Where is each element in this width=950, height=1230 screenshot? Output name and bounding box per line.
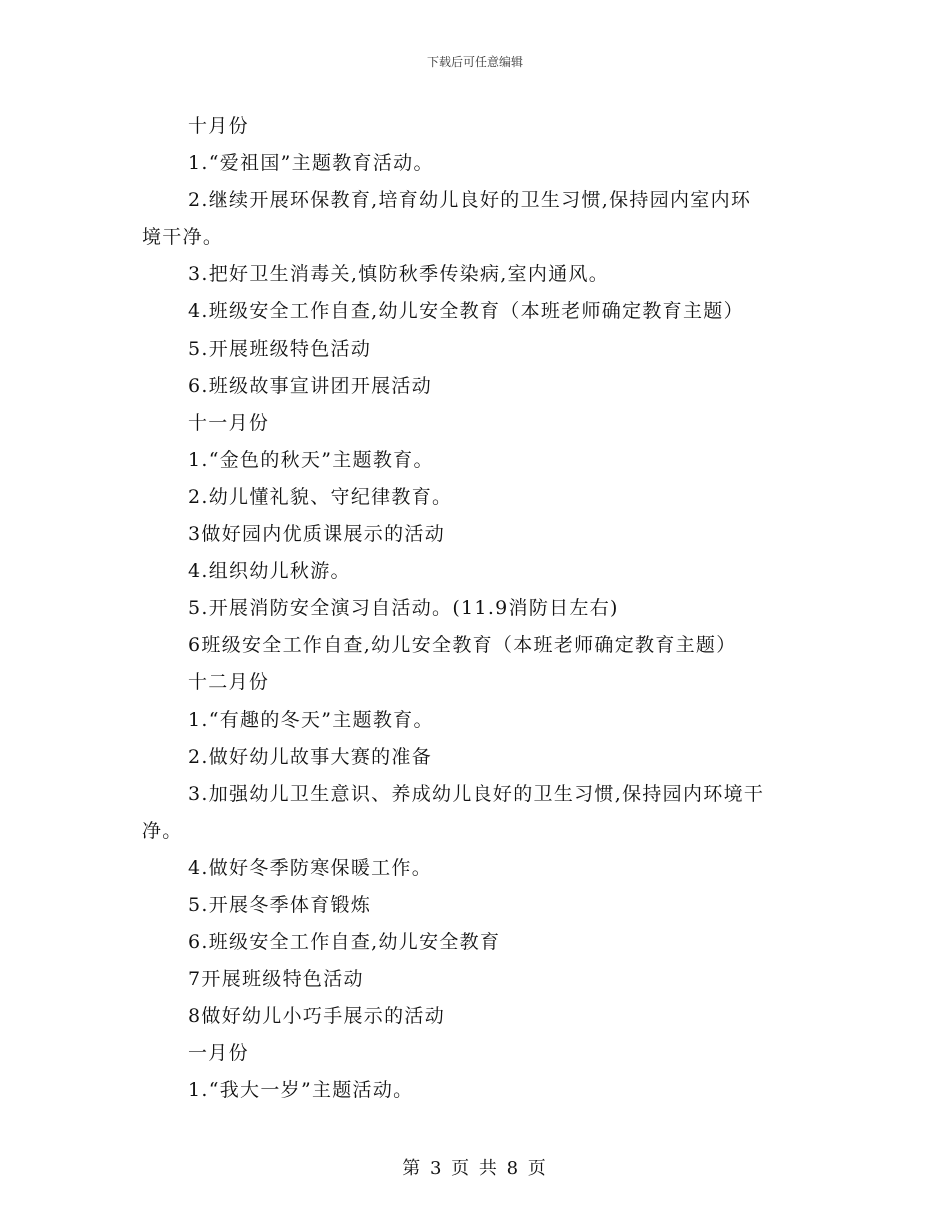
text-line: 5.开展消防安全演习自活动。(11.9消防日左右) — [188, 597, 619, 620]
text-line: 1.“我大一岁”主题活动。 — [188, 1079, 414, 1102]
text-line: 8做好幼儿小巧手展示的活动 — [188, 1005, 445, 1028]
text-line: 6.班级故事宣讲团开展活动 — [188, 374, 433, 397]
document-body — [142, 108, 812, 1110]
page-footer: 第 3 页 共 8 页 — [402, 1158, 548, 1179]
text-line: 十月份 — [188, 115, 249, 137]
text-line: 1.“爱祖国”主题教育活动。 — [188, 152, 434, 175]
text-line: 1.“金色的秋天”主题教育。 — [188, 448, 434, 471]
text-line: 净。 — [142, 819, 183, 842]
text-line: 4.组织幼儿秋游。 — [188, 560, 351, 583]
text-line: 6班级安全工作自查,幼儿安全教育（本班老师确定教育主题） — [188, 634, 737, 657]
text-line: 境干净。 — [142, 226, 224, 249]
text-line: 十二月份 — [188, 671, 270, 694]
text-line: 3.把好卫生消毒关,慎防秋季传染病,室内通风。 — [188, 263, 610, 286]
text-line: 4.班级安全工作自查,幼儿安全教育（本班老师确定教育主题） — [188, 300, 744, 323]
text-line: 4.做好冬季防寒保暖工作。 — [188, 856, 433, 879]
text-line: 5.开展班级特色活动 — [188, 337, 372, 360]
text-line: 2.做好幼儿故事大赛的准备 — [188, 745, 433, 768]
text-line: 2.继续开展环保教育,培育幼儿良好的卫生习惯,保持园内室内环 — [188, 189, 752, 212]
page-header: 下载后可任意编辑 — [426, 55, 523, 69]
text-line: 1.“有趣的冬天”主题教育。 — [188, 708, 434, 731]
text-line: 十一月份 — [188, 411, 270, 434]
text-line: 一月份 — [188, 1042, 249, 1065]
text-line: 2.幼儿懂礼貌、守纪律教育。 — [188, 485, 453, 508]
text-line: 6.班级安全工作自查,幼儿安全教育 — [188, 931, 501, 954]
text-line: 3.加强幼儿卫生意识、养成幼儿良好的卫生习惯,保持园内环境干 — [188, 782, 765, 805]
text-line: 7开展班级特色活动 — [188, 968, 364, 991]
text-line: 3做好园内优质课展示的活动 — [188, 523, 445, 546]
text-line: 5.开展冬季体育锻炼 — [188, 893, 372, 916]
